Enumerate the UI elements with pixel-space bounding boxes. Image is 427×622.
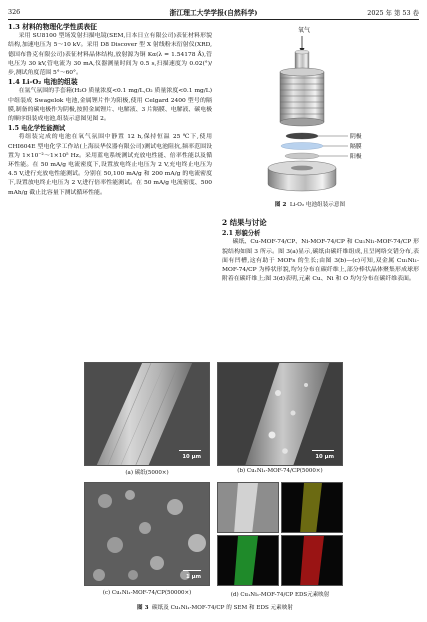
figure-3-caption [60, 603, 370, 611]
figure-3d-label: (d) Cu₁Ni₁-MOF-74/CP EDS元素映射 [230, 592, 330, 598]
eds-sem-tile [217, 482, 279, 533]
section-2-1-title: 2.1 形貌分析 [222, 230, 261, 238]
left-column [8, 23, 212, 198]
section-2-title: 2 结果与讨论 [222, 218, 267, 227]
figure-2-caption [240, 200, 380, 208]
eds-panel-d [217, 482, 343, 586]
figure-3a-label: (a) 碳纸(5000×) [125, 470, 169, 476]
eds-o-map [217, 535, 279, 586]
eds-ni-map [281, 535, 343, 586]
scale-bar-b [312, 450, 334, 452]
cathode-label: 阴极 [350, 134, 362, 140]
page-number: 326 [8, 8, 21, 16]
figure-3-number: 图 3 [137, 605, 149, 611]
figure-2-number: 图 2 [274, 202, 287, 208]
scale-bar-c [183, 570, 201, 572]
issue-info: 2025 年 第 53 卷 [367, 9, 419, 17]
eds-sem-image [218, 483, 279, 533]
sem-panel-a [84, 362, 210, 466]
battery-schematic [240, 22, 380, 194]
sem-panel-c [84, 482, 210, 586]
eds-cu-map [281, 482, 343, 533]
section-1-5-text: 将组装完成的电池在氧气氛围中静置 12 h,保持恒温 25 ℃下,使用 CHI604E 型电化学工作站(上海辰华仪器有限公司)测试电池阻抗,频率范围设置为 1×10⁻²～1×10⁵ Hz。采用蓝电系统测试充放电性能、倍率性能以及循环性能。在 50 mA/g 电流密度下,设置放电终止电压为 2 V,充电终止电压为 4.5 V,进行充放电性能测试。分别在 50,100 mA/g 和 200 mA/g 的电流密度下,设置放电终止电压为 2 V,进行倍率性能测试。在 50 mA/g 电流密度、500 mAh/g 截止比容量下测试循环性能。 [8, 134, 212, 196]
cu-map-image [282, 483, 343, 533]
section-1-3-title: 1.3 材料的物理化学性质表征 [8, 23, 97, 31]
battery-assembly-figure [240, 22, 380, 210]
figure-3c-label: (c) Cu₁Ni₁-MOF-74/CP(50000×) [102, 590, 192, 596]
right-column [222, 218, 419, 284]
o-map-image [218, 536, 279, 586]
sem-panel-b [217, 362, 343, 466]
scale-text-c: 1 μm [186, 574, 201, 580]
scale-text-a: 10 μm [182, 454, 201, 460]
figure-3-caption-text: 碳纸及 Cu₁Ni₁-MOF-74/CP 的 SEM 和 EDS 元素映射 [152, 605, 293, 611]
section-1-3-text: 采用 SU8100 型场发射扫描电镜(SEM,日本日立有限公司)表征材料形貌结构,加速电压为 5～10 kV。采用 D8 Discover 型 X 射线粉末衍射仪(XRD,德国布鲁克有限公司)表征材料晶体结构,放射源为铜 Kα(λ = 1.54178 Å),管电压为 30 kV,管电流为 30 mA,仪器测量时间为 0.5 s,扫描速度为 0.02(°)/步,测试角度范围 5°～60°。 [8, 33, 212, 77]
section-2-1-text: 碳纸、Cu-MOF-74/CP、Ni-MOF-74/CP 和 Cu₁Ni₁-MOF-74/CP 形貌结构如图 3 所示。图 3(a)显示,碳纸由碳纤维组成,且呈网络交错分布,表面有凹槽,这有助于 MOFs 的生长;由图 3(b)—(c)可知,双金属 Cu₁Ni₁-MOF-74/CP 为棒状形貌,均匀分布在碳纤维上,部分棒状晶体聚集形成球形附着在碳纤维上;图 3(d)表明,元素 Cu、Ni 和 O 均匀分布在碳纤维表面。 [222, 239, 419, 283]
section-1-5-title: 1.5 电化学性能测试 [8, 125, 66, 133]
section-1-4-text: 在氩气氛围的手套箱(H₂O 质量浓度<0.1 mg/L,O₂ 质量浓度<0.1 mg/L)中组装成 Swagelok 电池,金属锂片作为阳极,使用 Celgard 2400 型号的隔膜,制备的碳电极作为阴极,按照金属锂片、电解液、3 片隔膜、电解液、碳电极的顺序组装成电池,组装示意图见图 2。 [8, 88, 212, 123]
scale-bar-a [179, 450, 201, 452]
separator-label: 隔膜 [350, 144, 362, 150]
oxygen-label: 氧气 [298, 27, 311, 34]
page-header [8, 6, 419, 18]
scale-text-b: 10 μm [315, 454, 334, 460]
ni-map-image [282, 536, 343, 586]
journal-title: 浙江理工大学学报(自然科学) [169, 9, 258, 17]
figure-2-caption-text: Li-O₂ 电池组装示意图 [289, 202, 346, 208]
header-rule [8, 19, 419, 20]
anode-label: 阳极 [350, 154, 362, 160]
figure-3b-label: (b) Cu₁Ni₁-MOF-74/CP(5000×) [237, 468, 323, 474]
section-1-4-title: 1.4 Li-O₂ 电池的组装 [8, 78, 78, 87]
